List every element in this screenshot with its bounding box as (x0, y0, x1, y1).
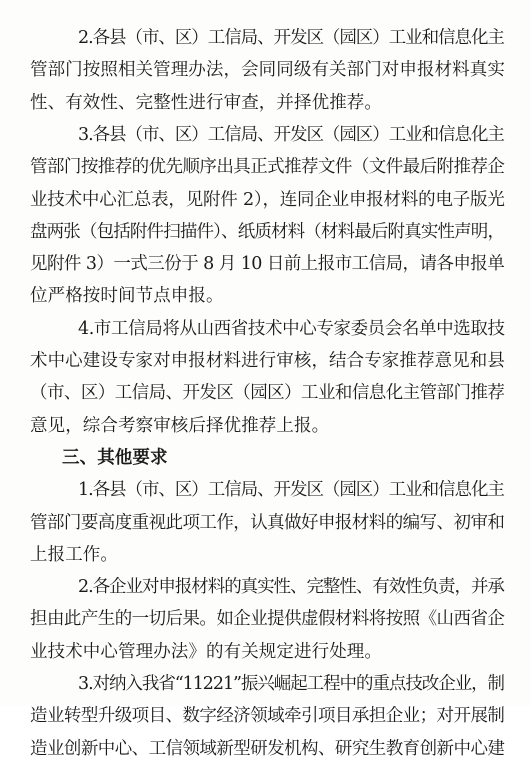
text-line (0, 410, 531, 443)
text-line (0, 87, 531, 120)
line-text: 盘两张（包括附件扫描件）、纸质材料（材料最后附真实性声明， (30, 221, 505, 242)
text-line (0, 248, 531, 281)
text-line (0, 636, 531, 669)
text-line (0, 507, 531, 540)
text-line (0, 151, 531, 184)
line-text: 术中心建设专家对申报材料进行审核，结合专家推荐意见和县 (30, 351, 505, 371)
text-line (0, 313, 531, 346)
line-text: 3.各县（市、区）工信局、开发区（园区）工业和信息化主 (78, 124, 504, 145)
line-text: 性、有效性、完整性进行审查，并择优推荐。 (30, 92, 382, 113)
line-text: （市、区）工信局、开发区（园区）工业和信息化主管部门推荐 (30, 383, 505, 404)
line-text: 三、其他要求 (62, 447, 168, 468)
text-line (0, 700, 531, 733)
line-text: 位严格按时间节点申报。 (30, 286, 224, 307)
line-text: 意见，综合考察审核后择优推荐上报。 (30, 415, 330, 436)
line-text: 上报工作。 (30, 544, 118, 565)
line-text: 2.各企业对申报材料的真实性、完整性、有效性负责，并承 (78, 577, 504, 598)
section-heading (0, 442, 531, 475)
line-text: 管部门按推荐的优先顺序出具正式推荐文件（文件最后附推荐企 (30, 157, 505, 178)
line-text: 见附件 3）一式三份于 8 月 10 日前上报市工信局，请各申报单 (30, 254, 505, 275)
text-line (0, 603, 531, 636)
line-text: 业技术中心管理办法》的有关规定进行处理。 (30, 641, 382, 662)
line-text: 管部门按照相关管理办法，会同同级有关部门对申报材料真实 (30, 60, 505, 81)
text-line (0, 280, 531, 313)
line-text: 4.市工信局将从山西省技术中心专家委员会名单中选取技 (78, 318, 505, 339)
line-text: 担由此产生的一切后果。如企业提供虚假材料将按照《山西省企 (30, 609, 505, 630)
line-text: 管部门要高度重视此项工作，认真做好申报材料的编写、初审和 (30, 512, 505, 533)
text-line (0, 571, 531, 604)
text-line (0, 54, 531, 87)
line-text: 业技术中心汇总表，见附件 2），连同企业申报材料的电子版光 (30, 189, 505, 210)
text-line (0, 668, 531, 701)
text-line (0, 377, 531, 410)
text-line (0, 184, 531, 217)
text-line (0, 216, 531, 249)
text-line (0, 345, 531, 378)
line-text: 1.各县（市、区）工信局、开发区（园区）工业和信息化主 (78, 480, 504, 501)
text-line (0, 22, 531, 55)
text-line (0, 119, 531, 152)
line-text: 2.各县（市、区）工信局、开发区（园区）工业和信息化主 (78, 28, 504, 48)
text-line (0, 474, 531, 507)
line-text: 3.对纳入我省“11221”振兴崛起工程中的重点技改企业，制 (78, 674, 504, 694)
text-line (0, 539, 531, 572)
line-text: 造业转型升级项目、数字经济领域牵引项目承担企业；对开展制 (30, 706, 505, 727)
text-line (0, 733, 531, 766)
line-text: 造业创新中心、工信领域新型研发机构、研究生教育创新中心建 (30, 738, 505, 759)
